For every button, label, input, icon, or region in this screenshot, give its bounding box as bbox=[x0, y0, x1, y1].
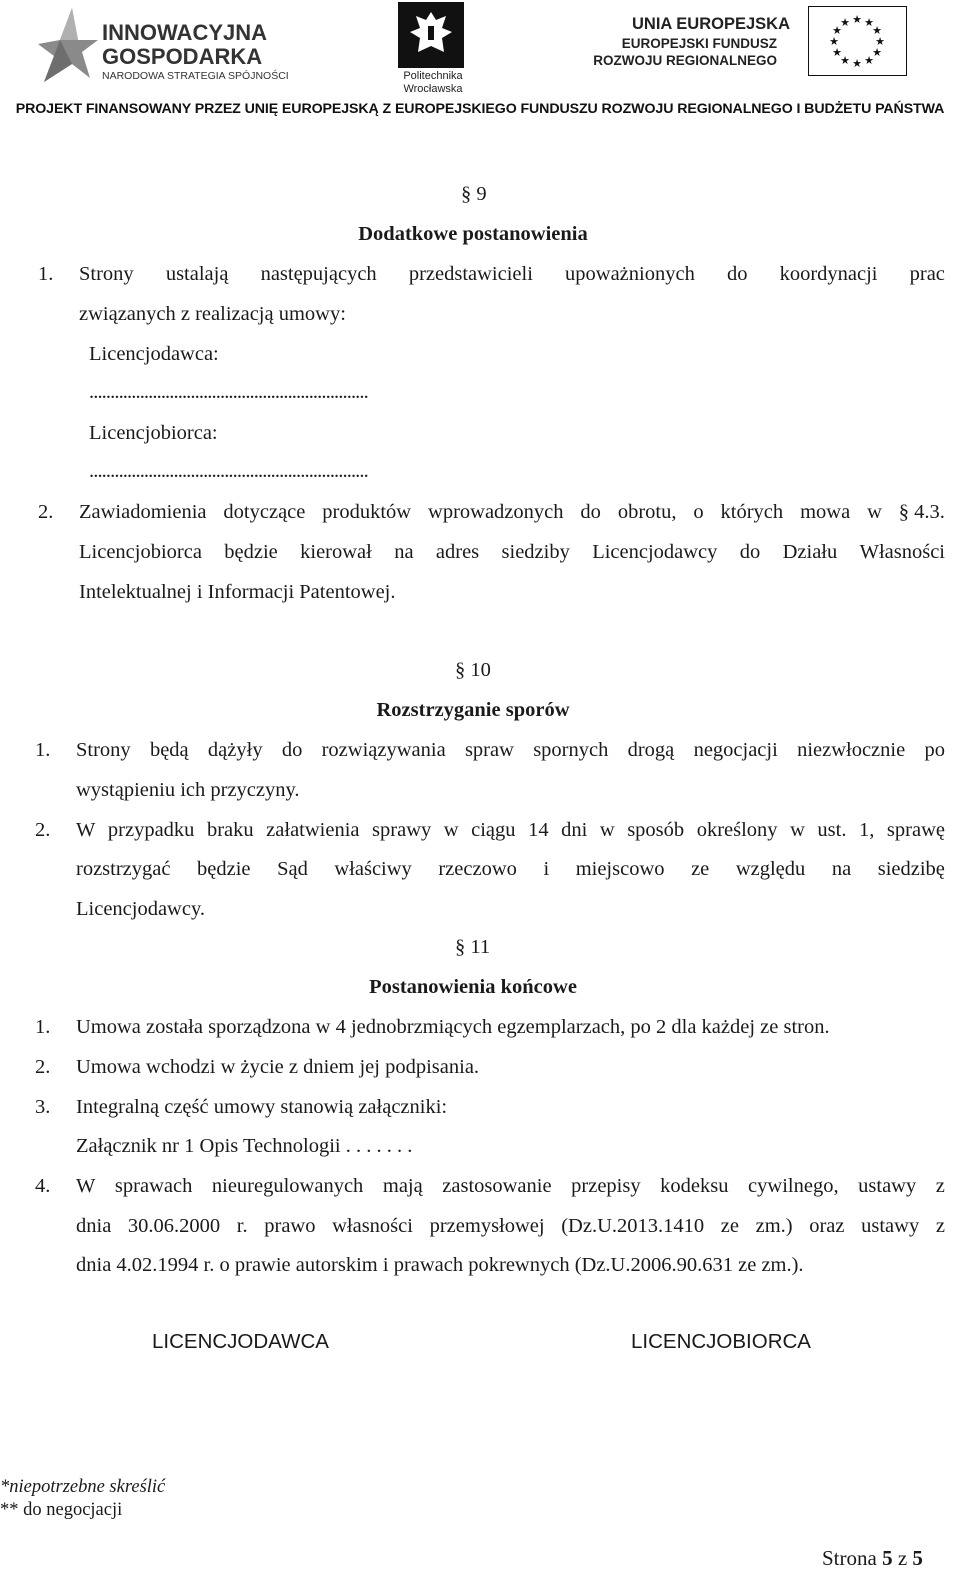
word: z bbox=[935, 1175, 945, 1197]
pwr-line2: Wrocławska bbox=[403, 83, 463, 95]
page-number-current: 5 bbox=[882, 1546, 893, 1570]
word: siedziby bbox=[501, 541, 570, 563]
word: rozstrzygać bbox=[76, 858, 171, 880]
word: 1, bbox=[859, 819, 875, 841]
s11-p3-number: 3. bbox=[35, 1096, 51, 1118]
word: miejscowo bbox=[575, 858, 665, 880]
word: produktów bbox=[322, 501, 412, 523]
word: cywilnego, bbox=[748, 1175, 839, 1197]
word: 14 bbox=[528, 819, 549, 841]
s11-p3-text: Integralną część umowy stanowią załączniki: bbox=[76, 1096, 448, 1118]
word: § 4.3. bbox=[898, 501, 945, 523]
s9-p2-line2 bbox=[79, 540, 945, 564]
svg-text:★: ★ bbox=[852, 57, 862, 70]
footnote-2: ** do negocjacji bbox=[0, 1500, 123, 1520]
word: Licencjobiorca bbox=[79, 541, 202, 563]
licencjobiorca-label: Licencjobiorca: bbox=[89, 422, 218, 444]
s11-p2-text: Umowa wchodzi w życie z dniem jej podpisania. bbox=[76, 1056, 480, 1078]
s11-p4-number: 4. bbox=[35, 1175, 51, 1197]
pwr-crest-icon bbox=[398, 2, 464, 68]
svg-text:★: ★ bbox=[829, 35, 839, 48]
svg-text:★: ★ bbox=[832, 24, 842, 37]
word: adres bbox=[435, 541, 480, 563]
section-9-title: Dodatkowe postanowienia bbox=[358, 223, 588, 245]
svg-text:★: ★ bbox=[832, 46, 842, 59]
word: 30.06.2000 bbox=[127, 1215, 221, 1237]
word: prawo bbox=[264, 1215, 316, 1237]
word: do bbox=[739, 541, 761, 563]
word: na bbox=[394, 541, 414, 563]
word: spornych bbox=[533, 739, 609, 761]
word: Sąd bbox=[277, 858, 308, 880]
page-number-total: 5 bbox=[912, 1546, 923, 1570]
word: sposób bbox=[627, 819, 685, 841]
ig-line2: GOSPODARKA bbox=[102, 44, 263, 69]
svg-text:★: ★ bbox=[875, 35, 885, 48]
word: rozwiązywania bbox=[321, 739, 446, 761]
s9-p2-line1 bbox=[79, 500, 945, 524]
word: właściwy bbox=[334, 858, 412, 880]
word: przedstawicieli bbox=[408, 263, 533, 285]
word: ciągu bbox=[471, 819, 516, 841]
section-10-mark: § 10 bbox=[455, 659, 491, 681]
s9-p2-number: 2. bbox=[38, 501, 54, 523]
word: do bbox=[281, 739, 303, 761]
ig-line3: NARODOWA STRATEGIA SPÓJNOŚCI bbox=[102, 70, 289, 82]
word: ustalają bbox=[165, 263, 229, 285]
word: kierował bbox=[300, 541, 372, 563]
section-11-mark: § 11 bbox=[455, 936, 491, 958]
svg-text:★: ★ bbox=[864, 16, 874, 29]
s11-p4-line2 bbox=[76, 1214, 945, 1238]
word: mowa bbox=[800, 501, 851, 523]
page-number bbox=[822, 1546, 923, 1571]
politechnika-wroclawska-logo bbox=[390, 2, 470, 98]
s10-p1-line1 bbox=[76, 738, 945, 762]
word: (Dz.U.2013.1410 bbox=[561, 1215, 705, 1237]
word: i bbox=[543, 858, 550, 880]
ig-line1: INNOWACYJNA bbox=[102, 20, 268, 45]
word: sprawę bbox=[886, 819, 945, 841]
eu-line1: UNIA EUROPEJSKA bbox=[632, 15, 790, 33]
word: mają bbox=[382, 1175, 423, 1197]
licencjodawca-blank: .................................................................. bbox=[89, 381, 368, 403]
word: W bbox=[76, 1175, 96, 1197]
page-number-sep: z bbox=[892, 1546, 913, 1570]
s9-p2-line3: Intelektualnej i Informacji Patentowej. bbox=[79, 581, 396, 603]
word: ze bbox=[720, 1215, 739, 1237]
s11-p4-line3: dnia 4.02.1994 r. o prawie autorskim i prawach pokrewnych (Dz.U.2006.90.631 ze zm.). bbox=[76, 1254, 804, 1276]
word: sprawy bbox=[372, 819, 432, 841]
word: oraz bbox=[809, 1215, 845, 1237]
word: będzie bbox=[197, 858, 251, 880]
eu-flag-icon bbox=[808, 6, 907, 76]
word: zastosowanie bbox=[442, 1175, 552, 1197]
word: upoważnionych bbox=[565, 263, 695, 285]
word: obrotu, bbox=[617, 501, 677, 523]
word: sprawach bbox=[114, 1175, 193, 1197]
word: ze bbox=[691, 858, 710, 880]
s9-p1-number: 1. bbox=[38, 263, 54, 285]
s10-p2-line1 bbox=[76, 818, 945, 842]
word: negocjacji bbox=[693, 739, 778, 761]
s11-attachment: Załącznik nr 1 Opis Technologii . . . . . . . bbox=[76, 1135, 413, 1157]
word: przemysłowej bbox=[429, 1215, 545, 1237]
word: Strony bbox=[76, 739, 131, 761]
eu-line2: EUROPEJSKI FUNDUSZ bbox=[621, 36, 777, 51]
word: w bbox=[867, 501, 882, 523]
word: załatwienia bbox=[266, 819, 360, 841]
licencjodawca-label: Licencjodawca: bbox=[89, 343, 219, 365]
pwr-line1: Politechnika bbox=[403, 70, 463, 82]
word: W bbox=[76, 819, 96, 841]
s11-p1-number: 1. bbox=[35, 1016, 51, 1038]
licencjobiorca-blank: .................................................................. bbox=[89, 460, 368, 482]
word: po bbox=[924, 739, 945, 761]
word: dotyczące bbox=[223, 501, 306, 523]
word: Działu bbox=[782, 541, 838, 563]
word: wprowadzonych bbox=[428, 501, 564, 523]
svg-text:★: ★ bbox=[840, 54, 850, 67]
word: względu bbox=[735, 858, 806, 880]
word: ust. bbox=[817, 819, 847, 841]
word: rzeczowo bbox=[438, 858, 517, 880]
s10-p2-number: 2. bbox=[35, 819, 51, 841]
signature-licencjobiorca: LICENCJOBIORCA bbox=[631, 1330, 811, 1353]
s11-p4-line1 bbox=[76, 1174, 945, 1198]
word: określony bbox=[696, 819, 778, 841]
word: z bbox=[935, 1215, 945, 1237]
word: o bbox=[693, 501, 704, 523]
s10-p1-number: 1. bbox=[35, 739, 51, 761]
word: spraw bbox=[464, 739, 514, 761]
word: przepisy bbox=[571, 1175, 641, 1197]
word: dni bbox=[561, 819, 588, 841]
page-number-prefix: Strona bbox=[822, 1546, 883, 1570]
svg-text:★: ★ bbox=[852, 13, 862, 26]
svg-text:★: ★ bbox=[840, 16, 850, 29]
word: drogą bbox=[627, 739, 675, 761]
word: dnia bbox=[76, 1215, 112, 1237]
word: do bbox=[726, 263, 748, 285]
funding-statement: PROJEKT FINANSOWANY PRZEZ UNIĘ EUROPEJSKĄ Z EUROPEJSKIEGO FUNDUSZU ROZWOJU REGIONALNEGO I BUDŻETU PAŃSTWA bbox=[15, 101, 945, 117]
word: r. bbox=[236, 1215, 248, 1237]
word: będzie bbox=[224, 541, 278, 563]
word: braku bbox=[206, 819, 254, 841]
word: następujących bbox=[260, 263, 377, 285]
word: koordynacji bbox=[779, 263, 878, 285]
word: siedzibę bbox=[877, 858, 945, 880]
word: dążyły bbox=[207, 739, 263, 761]
svg-text:★: ★ bbox=[872, 24, 882, 37]
word: w bbox=[790, 819, 805, 841]
section-9-mark: § 9 bbox=[461, 183, 487, 205]
word: niezwłocznie bbox=[797, 739, 906, 761]
word: do bbox=[580, 501, 601, 523]
svg-text:★: ★ bbox=[872, 46, 882, 59]
word: ustawy bbox=[861, 1215, 920, 1237]
s9-p1-line2: związanych z realizacją umowy: bbox=[79, 303, 346, 325]
word: Własności bbox=[859, 541, 945, 563]
word: prac bbox=[909, 263, 945, 285]
word: Zawiadomienia bbox=[79, 501, 207, 523]
innowacyjna-gospodarka-logo bbox=[30, 6, 290, 84]
word: zm.) bbox=[755, 1215, 793, 1237]
word: w bbox=[599, 819, 615, 841]
section-10-title: Rozstrzyganie sporów bbox=[376, 699, 570, 721]
s11-p2-number: 2. bbox=[35, 1056, 51, 1078]
s10-p2-line2 bbox=[76, 857, 945, 881]
word: będą bbox=[149, 739, 189, 761]
eu-line3: ROZWOJU REGIONALNEGO bbox=[593, 53, 777, 68]
s9-p1-line1 bbox=[79, 262, 945, 286]
word: w bbox=[443, 819, 459, 841]
signature-licencjodawca: LICENCJODAWCA bbox=[152, 1330, 329, 1353]
footnote-1: *niepotrzebne skreślić bbox=[0, 1477, 166, 1497]
word: przypadku bbox=[107, 819, 195, 841]
svg-text:★: ★ bbox=[864, 54, 874, 67]
word: własności bbox=[332, 1215, 413, 1237]
word: których bbox=[720, 501, 784, 523]
word: na bbox=[831, 858, 852, 880]
word: nieuregulowanych bbox=[211, 1175, 364, 1197]
s10-p2-line3: Licencjodawcy. bbox=[76, 898, 206, 920]
ig-star-icon bbox=[30, 6, 100, 84]
word: Licencjodawcy bbox=[592, 541, 718, 563]
word: ustawy bbox=[858, 1175, 917, 1197]
s10-p1-line2: wystąpieniu ich przyczyny. bbox=[76, 779, 300, 801]
s11-p1-text: Umowa została sporządzona w 4 jednobrzmiących egzemplarzach, po 2 dla każdej ze stron. bbox=[76, 1016, 830, 1038]
word: Strony bbox=[79, 263, 134, 285]
section-11-title: Postanowienia końcowe bbox=[369, 976, 577, 998]
word: kodeksu bbox=[660, 1175, 729, 1197]
